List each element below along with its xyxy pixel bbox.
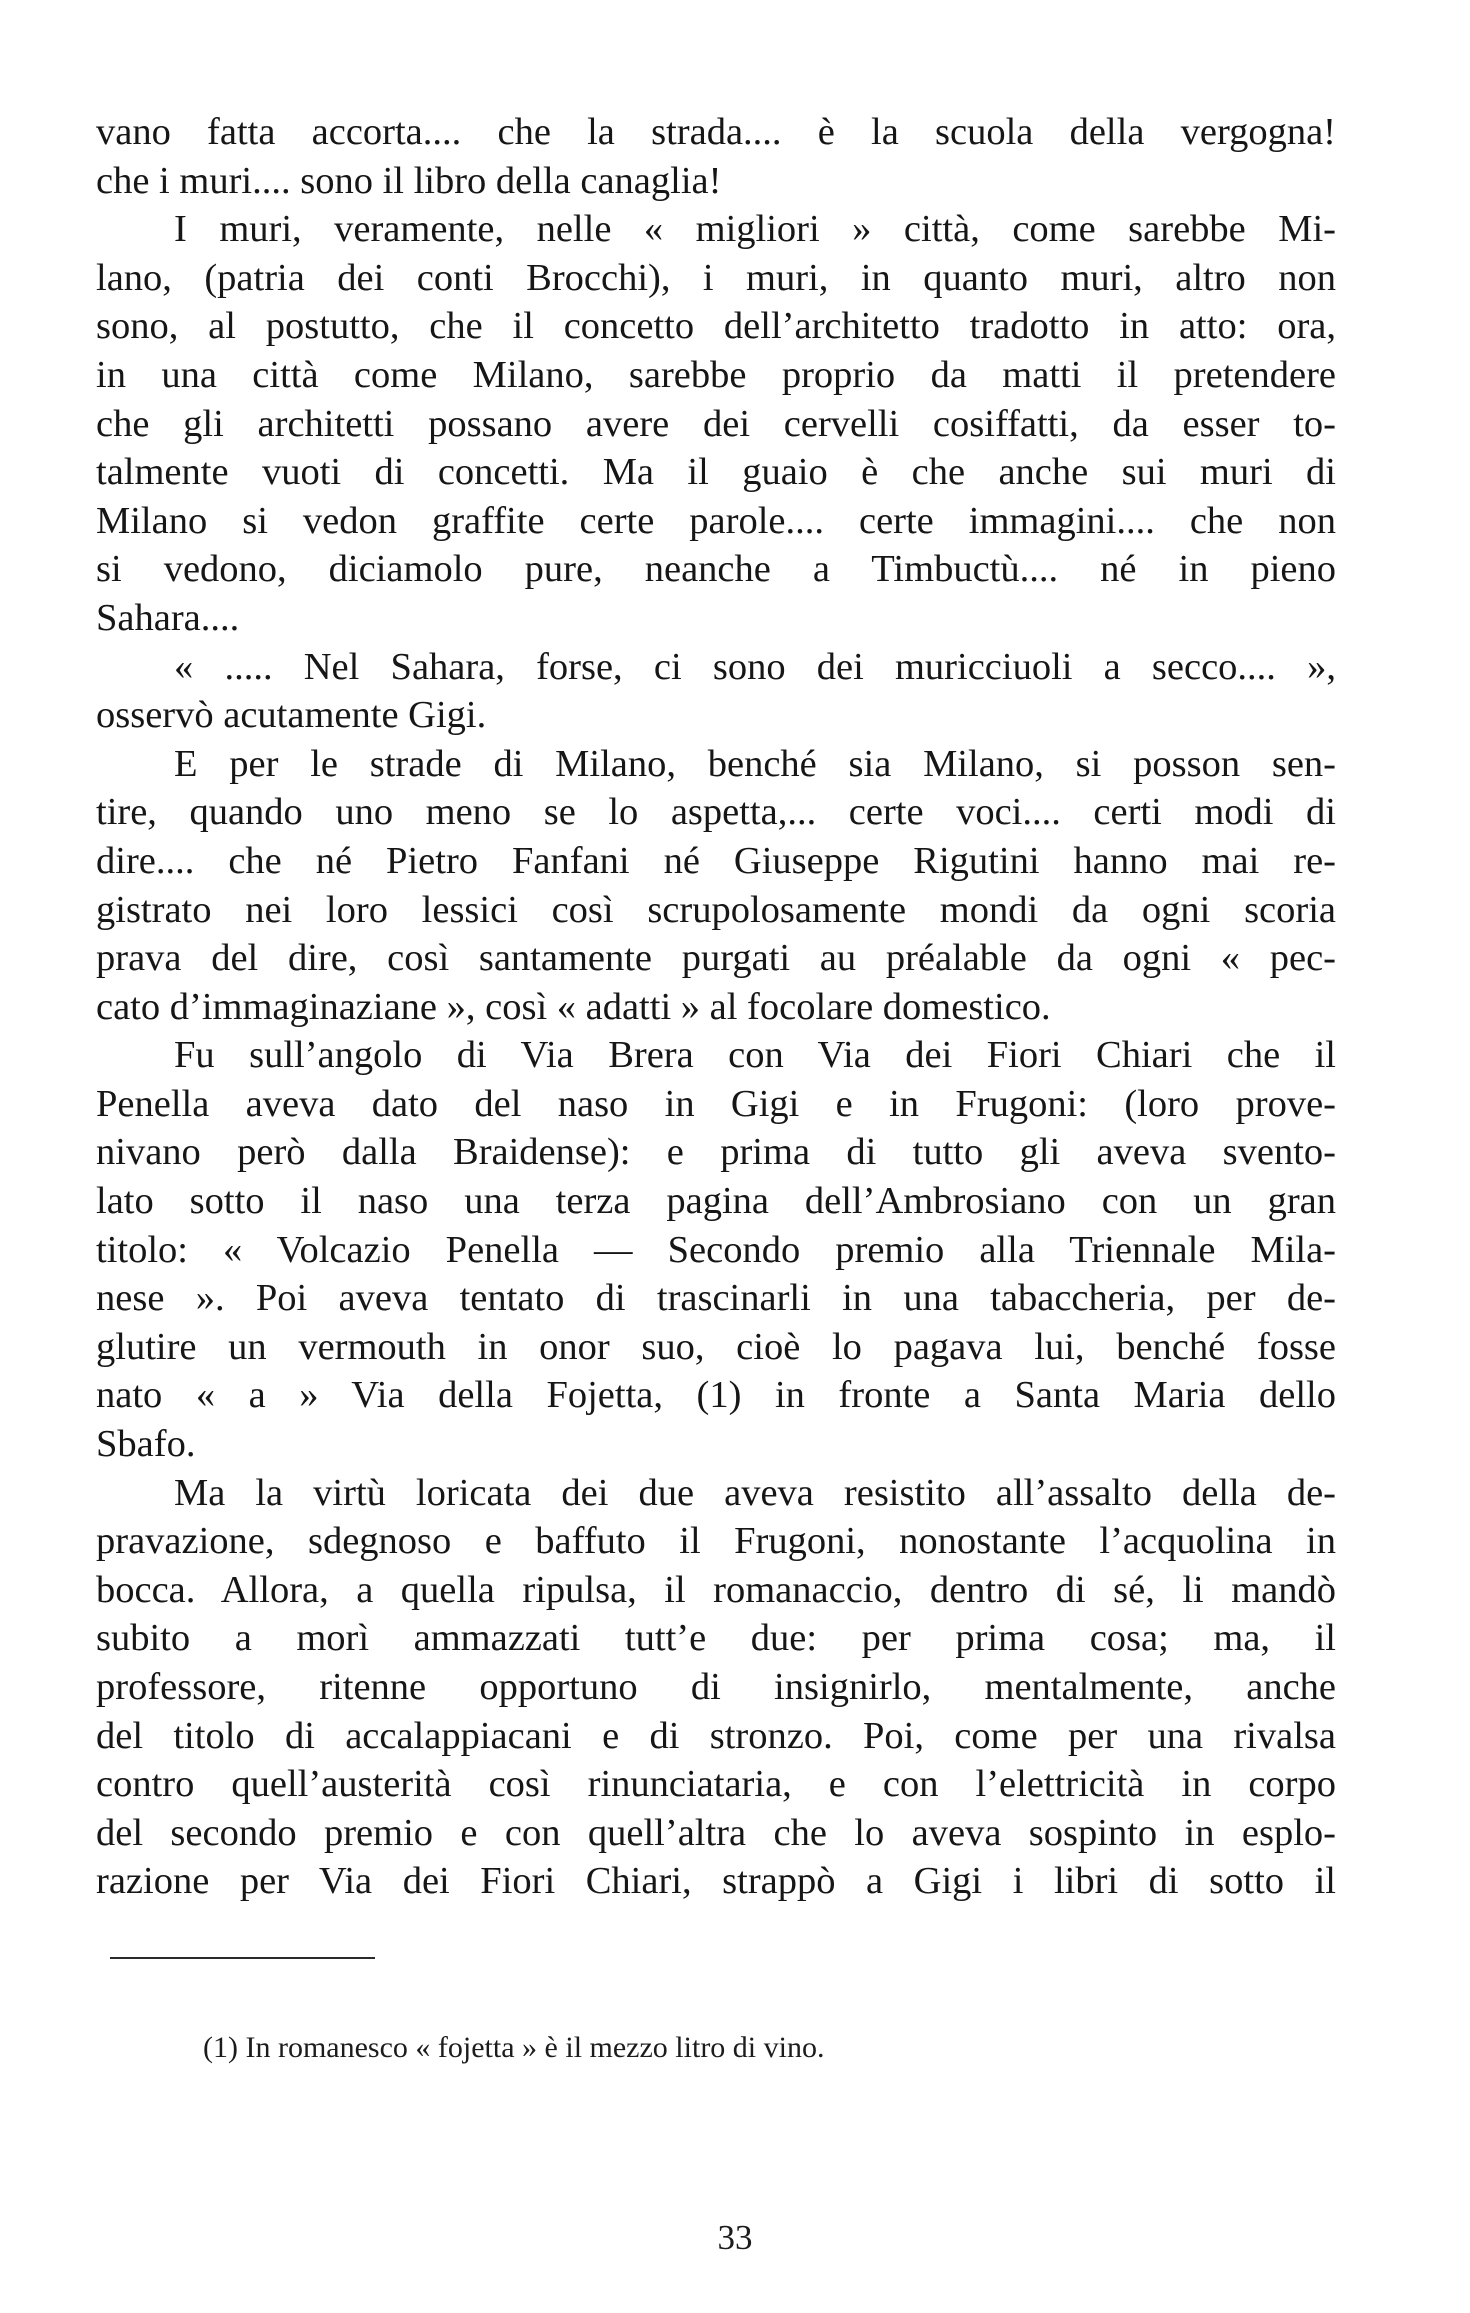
text-line: tire, quando uno meno se lo aspetta,... certe voci.... certi modi di [96,791,1336,834]
footnote-divider [110,1957,375,1959]
text-line: si vedono, diciamolo pure, neanche a Timbuctù.... né in pieno [96,548,1336,591]
text-line: lano, (patria dei conti Brocchi), i muri, in quanto muri, altro non [96,256,1336,299]
text-line: talmente vuoti di concetti. Ma il guaio è che anche sui muri di [96,451,1336,494]
page-number: 33 [717,2218,753,2257]
text-line: che i muri.... sono il libro della canaglia! [96,159,722,202]
text-line: cato d’immaginaziane », così « adatti » al focolare domestico. [96,985,1051,1028]
text-line: titolo: « Volcazio Penella — Secondo premio alla Triennale Mila- [96,1228,1336,1271]
text-line: Ma la virtù loricata dei due aveva resistito all’assalto della de- [174,1471,1336,1514]
text-line: Sbafo. [96,1423,196,1466]
text-line: razione per Via dei Fiori Chiari, strappò a Gigi i libri di sotto il [96,1860,1336,1903]
text-line: Sahara.... [96,596,240,639]
text-line: in una città come Milano, sarebbe proprio da matti il pretendere [96,353,1336,396]
page-body [96,108,1336,1906]
text-line: dire.... che né Pietro Fanfani né Giuseppe Rigutini hanno mai re- [96,839,1336,882]
text-line: nivano però dalla Braidense): e prima di tutto gli aveva svento- [96,1131,1336,1174]
text-line: del secondo premio e con quell’altra che lo aveva sospinto in esplo- [96,1811,1336,1854]
text-line: del titolo di accalappiacani e di stronzo. Poi, come per una rivalsa [96,1714,1336,1757]
text-line: Fu sull’angolo di Via Brera con Via dei Fiori Chiari che il [174,1034,1336,1077]
footnote: (1) In romanesco « fojetta » è il mezzo litro di vino. [203,2031,825,2064]
text-line: contro quell’austerità così rinunciataria, e con l’elettricità in corpo [96,1763,1336,1806]
text-line: professore, ritenne opportuno di insignirlo, mentalmente, anche [96,1666,1336,1708]
text-line: glutire un vermouth in onor suo, cioè lo pagava lui, benché fosse [96,1325,1336,1368]
text-line: gistrato nei loro lessici così scrupolosamente mondi da ogni scoria [96,888,1336,931]
text-line: « ..... Nel Sahara, forse, ci sono dei muricciuoli a secco.... », [174,645,1336,688]
text-line: E per le strade di Milano, benché sia Milano, si posson sen- [174,742,1336,785]
text-line: che gli architetti possano avere dei cervelli cosiffatti, da esser to- [96,402,1336,445]
text-line: osservò acutamente Gigi. [96,694,487,737]
text-line: I muri, veramente, nelle « migliori » città, come sarebbe Mi- [174,208,1336,251]
text-line: prava del dire, così santamente purgati au préalable da ogni « pec- [96,937,1336,980]
text-line: pravazione, sdegnoso e baffuto il Frugoni, nonostante l’acquolina in [96,1520,1336,1563]
text-line: bocca. Allora, a quella ripulsa, il romanaccio, dentro di sé, li mandò [96,1568,1336,1611]
text-line: sono, al postutto, che il concetto dell’architetto tradotto in atto: ora, [96,305,1336,348]
text-line: Milano si vedon graffite certe parole.... certe immagini.... che non [96,499,1336,542]
text-line: lato sotto il naso una terza pagina dell’Ambrosiano con un gran [96,1180,1336,1223]
text-line: subito a morì ammazzati tutt’e due: per prima cosa; ma, il [96,1617,1336,1660]
text-line: vano fatta accorta.... che la strada.... è la scuola della vergogna! [96,111,1336,153]
text-line: nato « a » Via della Fojetta, (1) in fronte a Santa Maria dello [96,1374,1336,1417]
text-line: nese ». Poi aveva tentato di trascinarli in una tabaccheria, per de- [96,1277,1336,1320]
text-line: Penella aveva dato del naso in Gigi e in Frugoni: (loro prove- [96,1082,1336,1125]
